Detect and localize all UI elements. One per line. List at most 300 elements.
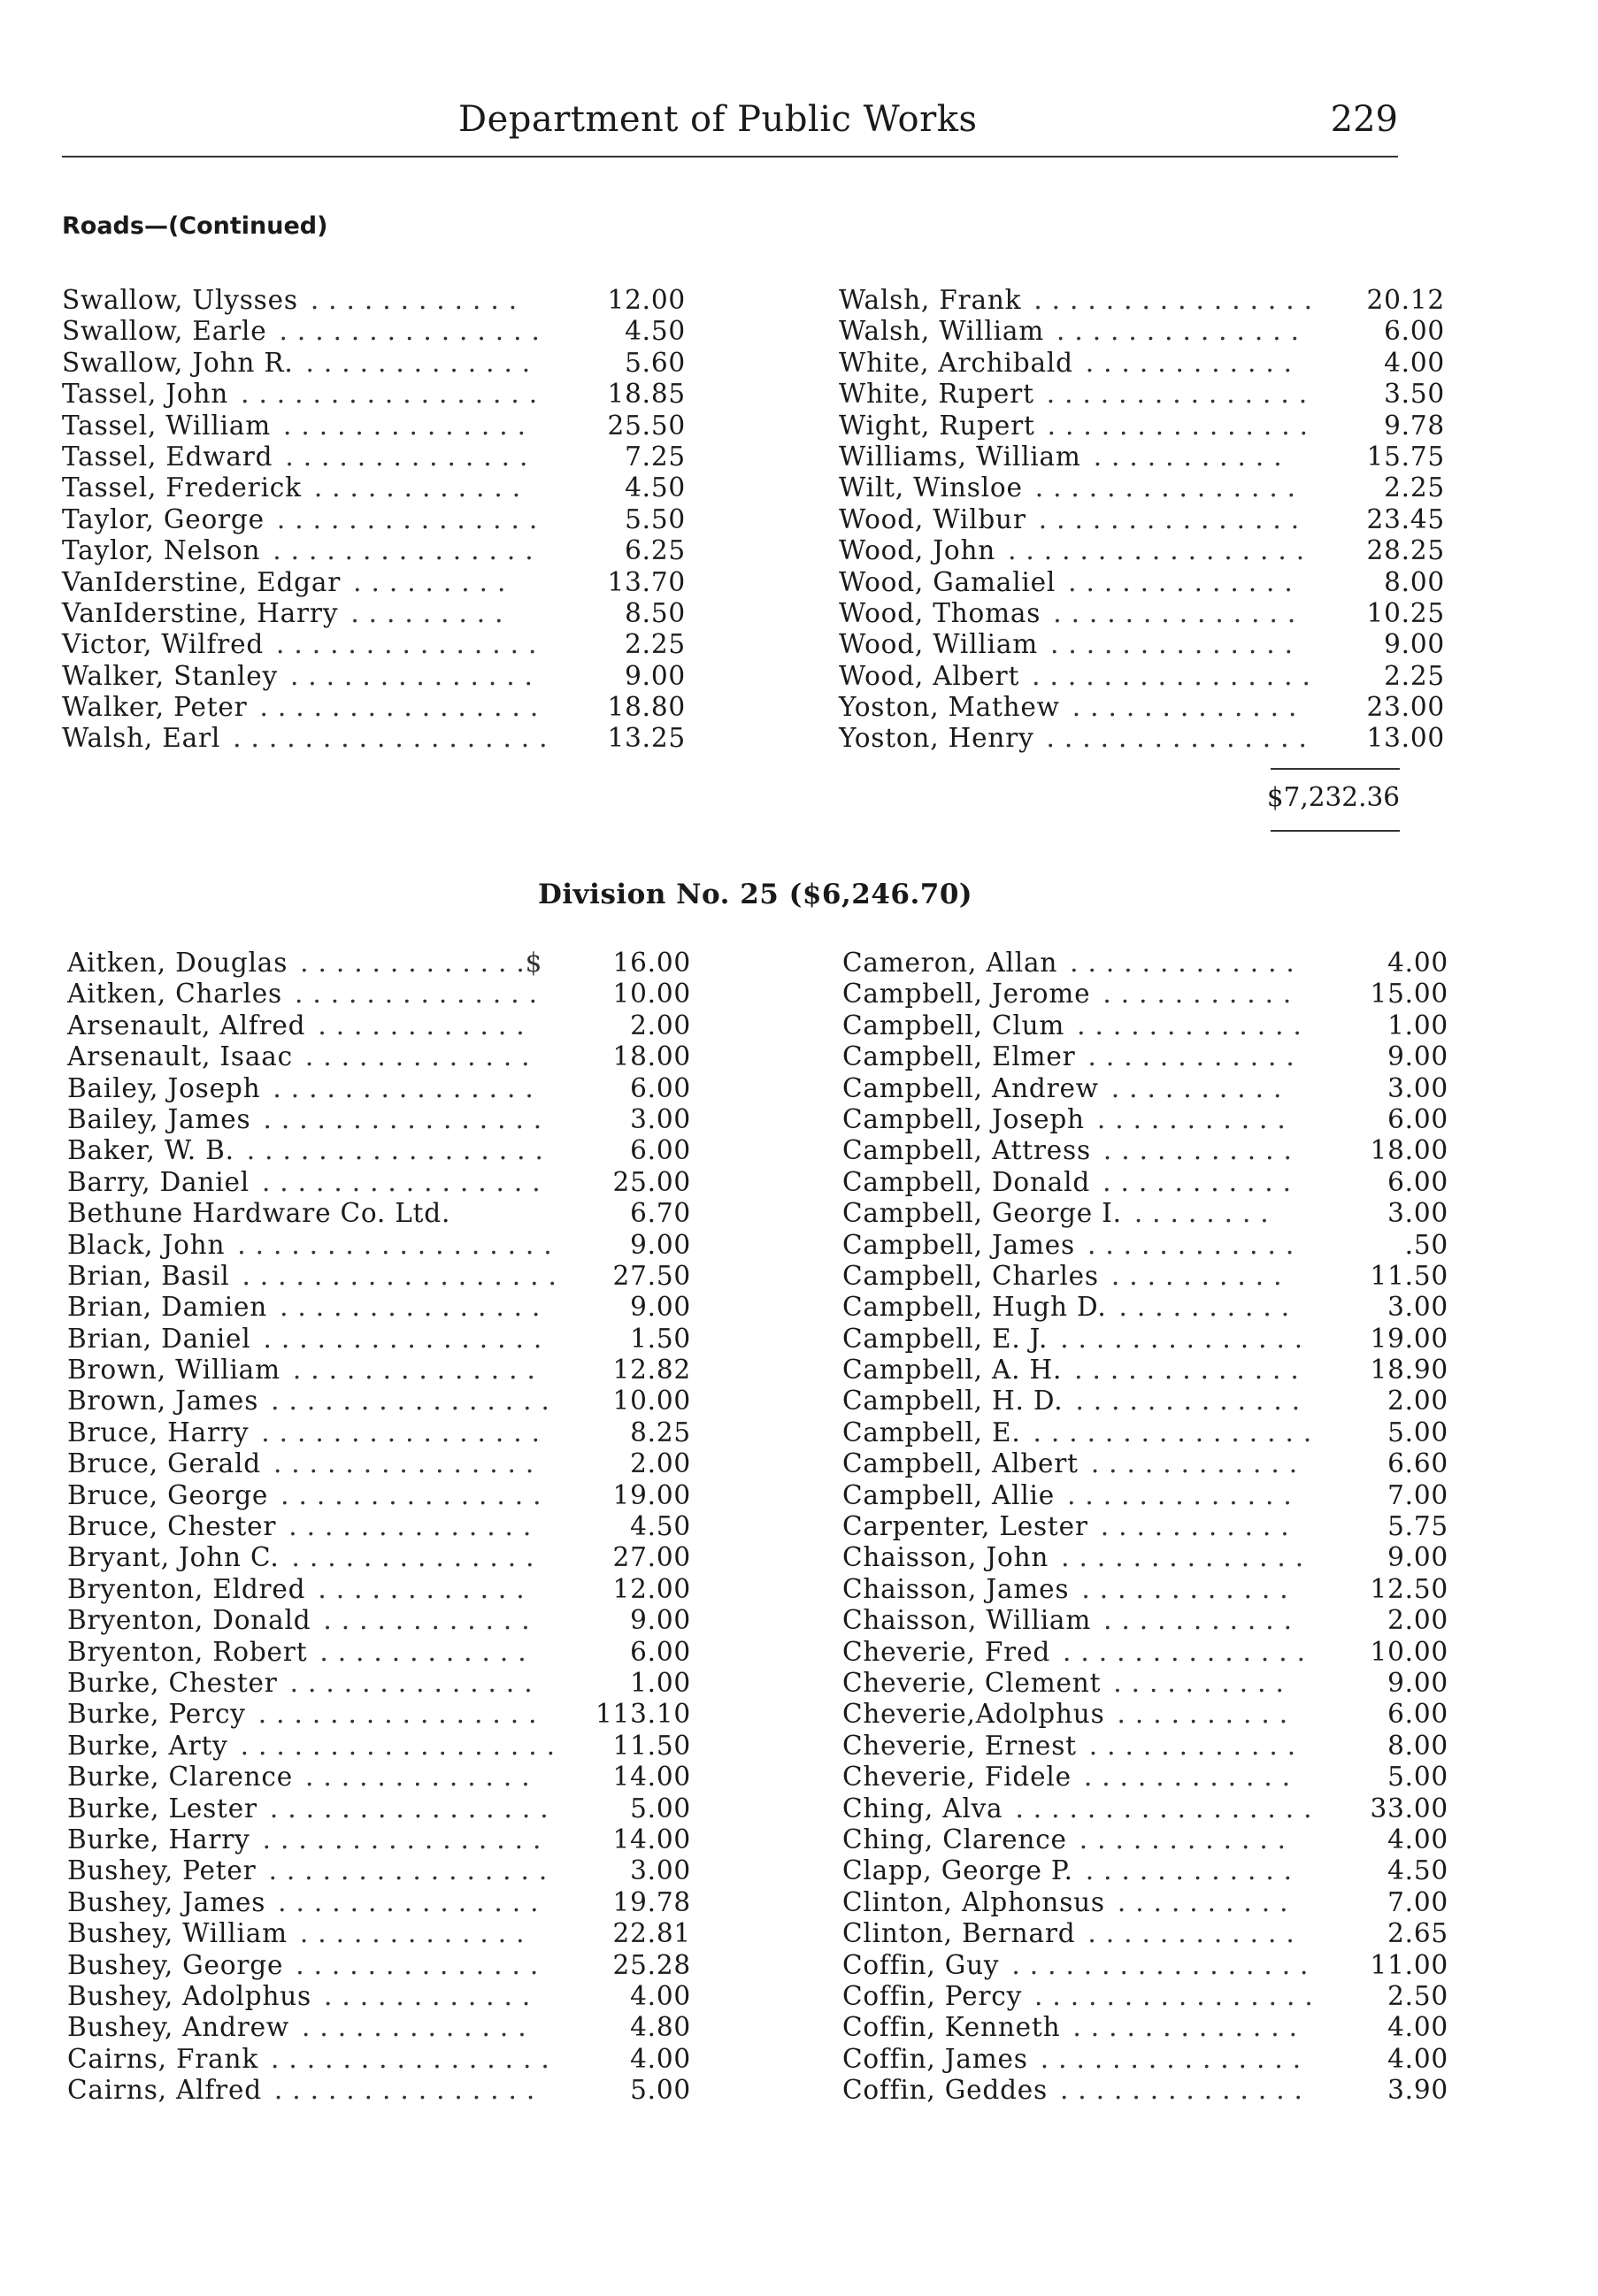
amount-value: 5.00 <box>1387 1762 1448 1793</box>
amount-value: 18.80 <box>607 692 686 723</box>
ledger-row <box>67 1417 691 1448</box>
amount-value: 16.00 <box>612 948 691 978</box>
amount-value: 8.25 <box>630 1417 691 1447</box>
ledger-row <box>67 1855 691 1886</box>
payee-name: Bushey, Andrew <box>67 2012 289 2043</box>
ledger-row <box>62 503 686 535</box>
payee-name: Tassel, John <box>62 379 229 410</box>
leader-dots: . . . . . . . . . . . . . <box>304 1041 531 1072</box>
amount-value: 2.25 <box>1384 660 1445 691</box>
amount-value: 3.00 <box>1387 1292 1448 1323</box>
payee-name: Burke, Lester <box>67 1793 257 1824</box>
amount-value: 18.00 <box>1370 1135 1448 1166</box>
payee-name: Bailey, James <box>67 1103 251 1134</box>
ledger-row <box>842 1699 1462 1730</box>
ledger-row <box>842 1104 1462 1135</box>
amount-value: .50 <box>1404 1229 1448 1260</box>
ledger-row <box>67 1135 691 1166</box>
amount-value: 9.00 <box>1387 1667 1448 1698</box>
amount-value: 5.50 <box>625 503 686 534</box>
amount-value: 6.00 <box>630 1135 691 1166</box>
payee-name: Tassel, Frederick <box>62 472 302 503</box>
leader-dots: . . . . . . . . . . . . . . . <box>276 629 538 660</box>
leader-dots: . . . . . . . . . . <box>1113 1667 1285 1698</box>
amount-value: 4.00 <box>1384 347 1445 378</box>
leader-dots: . . . . . . . . . . . . . . . . . . <box>237 1229 553 1260</box>
payee-name: Clinton, Bernard <box>842 1918 1076 1949</box>
ledger-row <box>67 1949 691 1981</box>
payee-name: Brian, Damien <box>67 1292 268 1323</box>
ledger-row <box>842 1135 1462 1166</box>
leader-dots: . . . . . . . . . . <box>1110 1072 1283 1103</box>
ledger-row <box>67 2043 691 2075</box>
leader-dots: . . . . . . . . . . . . . . . . . . <box>240 1730 556 1761</box>
ledger-row <box>842 1480 1462 1511</box>
amount-value: 19.78 <box>612 1886 691 1917</box>
ledger-row <box>62 597 686 629</box>
amount-value: 10.25 <box>1366 597 1445 628</box>
ledger-row <box>62 566 686 598</box>
payee-name: Black, John <box>67 1229 226 1260</box>
page-title: Department of Public Works <box>458 99 978 140</box>
amount-value: 2.00 <box>1387 1605 1448 1636</box>
leader-dots: . . . . . . . . . . . . . . . . <box>263 1103 542 1134</box>
payee-name: White, Rupert <box>839 379 1034 410</box>
payee-name: Campbell, Hugh D. <box>842 1292 1107 1323</box>
leader-dots: . . . . . . . . . . . . . . <box>289 660 534 691</box>
ledger-row <box>67 1699 691 1730</box>
leader-dots: . . . . . . . . . . <box>1117 1699 1288 1730</box>
ledger-row <box>62 347 686 379</box>
leader-dots: . . . . . . . . . . . . <box>1090 1448 1298 1479</box>
leader-dots: . . . . . . . . . . . . . . <box>1056 316 1300 347</box>
ledger-row <box>67 1260 691 1292</box>
ledger-row <box>842 1637 1462 1668</box>
leader-dots: . . . . . . . . . . . . <box>313 472 521 503</box>
ledger-row <box>67 1041 691 1072</box>
leader-dots: . . . . . . . . . . . . . . . . <box>262 1824 542 1854</box>
leader-dots: . . . . . . . . . . . . . . . . <box>271 2043 550 2074</box>
amount-value: 3.50 <box>1384 379 1445 410</box>
payee-name: Wood, Thomas <box>839 597 1041 628</box>
leader-dots: . . . . . . . . . . . . . . . <box>278 1886 540 1917</box>
amount-value: 25.00 <box>612 1166 691 1197</box>
amount-value: 12.82 <box>612 1355 691 1386</box>
amount-value: 11.50 <box>1370 1260 1448 1291</box>
payee-name: Arsenault, Alfred <box>67 1010 306 1040</box>
ledger-row <box>842 1542 1462 1573</box>
amount-value: 5.60 <box>625 347 686 378</box>
payee-name: Bruce, Gerald <box>67 1448 261 1479</box>
amount-value: 6.70 <box>630 1198 691 1229</box>
payee-name: Taylor, George <box>62 503 265 534</box>
ledger-row <box>842 1731 1462 1762</box>
payee-name: Clinton, Alphonsus <box>842 1886 1105 1917</box>
amount-value: 3.90 <box>1387 2075 1448 2106</box>
leader-dots: . . . . . . . . . . . . <box>1085 347 1293 378</box>
amount-value: 19.00 <box>612 1479 691 1510</box>
leader-dots: . . . . . . . . . . . . . . . . <box>261 1166 542 1197</box>
amount-value: 3.00 <box>630 1103 691 1134</box>
amount-value: 11.00 <box>1370 1949 1448 1980</box>
leader-dots: . . . . . . . . . . . . <box>1079 1824 1287 1854</box>
amount-value: 9.00 <box>630 1229 691 1260</box>
amount-value: 113.10 <box>595 1699 691 1730</box>
payee-name: Ching, Clarence <box>842 1824 1067 1854</box>
leader-dots: . . . . . . . . . . . . . . . . . . <box>242 1260 557 1291</box>
amount-value: 4.00 <box>630 1980 691 2011</box>
amount-value: 5.00 <box>630 1793 691 1824</box>
amount-value: 23.00 <box>1366 692 1445 723</box>
leader-dots: . . . . . . . . . . . . .$ <box>300 948 543 978</box>
amount-value: 6.60 <box>1387 1448 1448 1479</box>
amount-value: 10.00 <box>1370 1636 1448 1667</box>
amount-value: 13.70 <box>607 566 686 597</box>
total-rule-bottom <box>1271 830 1400 832</box>
leader-dots: . . . . . . . . . . . . . . <box>1049 629 1294 660</box>
leader-dots: . . . . . . . . . . . . . . . <box>280 1479 542 1510</box>
payee-name: Williams, William <box>839 441 1081 472</box>
leader-dots: . . . . . . . . . . . . <box>310 285 518 315</box>
amount-value: 25.28 <box>612 1949 691 1980</box>
amount-value: 3.00 <box>1387 1072 1448 1103</box>
amount-value: 6.00 <box>1387 1166 1448 1197</box>
leader-dots: . . . . . . . . . . . . . . . . . <box>1015 1793 1313 1824</box>
leader-dots: . . . . . . . . . . . . <box>1087 1918 1295 1949</box>
payee-name: Coffin, Kenneth <box>842 2012 1061 2043</box>
payee-name: Aitken, Charles <box>67 979 282 1010</box>
payee-name: Wood, Albert <box>839 660 1020 691</box>
leader-dots: . . . . . . . . . . . . . . <box>291 1542 535 1573</box>
page-number: 229 <box>1330 99 1398 140</box>
payee-name: Tassel, Edward <box>62 441 273 472</box>
ledger-row <box>67 1292 691 1323</box>
ledger-row <box>67 1166 691 1198</box>
payee-name: Bruce, Harry <box>67 1417 250 1447</box>
leader-dots: . . . . . . . . . . . <box>1100 1511 1290 1542</box>
ledger-row <box>67 1636 691 1668</box>
ledger-row <box>67 1793 691 1824</box>
amount-value: 14.00 <box>612 1824 691 1854</box>
ledger-row <box>842 1762 1462 1793</box>
payee-name: Campbell, Allie <box>842 1479 1056 1510</box>
leader-dots: . . . . . . . . . . . . <box>318 1010 526 1040</box>
leader-dots: . . . . . . . . . . . . . . <box>289 1667 534 1698</box>
leader-dots: . . . . . . . . . . . . . . . . . <box>246 1135 544 1166</box>
amount-value: 3.00 <box>1387 1198 1448 1229</box>
amount-value: 6.00 <box>1387 1103 1448 1134</box>
ledger-row <box>842 2075 1462 2106</box>
amount-value: 9.00 <box>625 660 686 691</box>
ledger-row <box>67 1103 691 1135</box>
payee-name: Burke, Clarence <box>67 1762 294 1793</box>
payee-name: Campbell, Attress <box>842 1135 1091 1166</box>
leader-dots: . . . . . . . . . . . . . <box>299 1918 526 1949</box>
leader-dots: . . . . . . . . . . . . . . <box>1060 1323 1303 1354</box>
section-heading: Roads—(Continued) <box>62 212 328 240</box>
amount-value: 3.00 <box>630 1855 691 1886</box>
leader-dots: . . . . . . . . . . . . . . . . <box>1033 1417 1312 1447</box>
amount-value: 19.00 <box>1370 1323 1448 1354</box>
payee-name: Bruce, Chester <box>67 1511 277 1542</box>
leader-dots: . . . . . . . . . . . . . . . . <box>257 1699 538 1730</box>
payee-name: Ching, Alva <box>842 1793 1003 1824</box>
payee-name: Cameron, Allan <box>842 948 1058 978</box>
leader-dots: . . . . . . . . . . . . . . <box>296 1949 540 1980</box>
amount-value: 9.00 <box>1387 1041 1448 1072</box>
amount-value: 15.75 <box>1366 441 1445 472</box>
ledger-row <box>842 1041 1462 1072</box>
ledger-row <box>842 1010 1462 1041</box>
leader-dots: . . . . . . . . . . . . . . <box>285 441 529 472</box>
amount-value: 12.50 <box>1370 1573 1448 1604</box>
leader-dots: . . . . . . . . . . . <box>1102 979 1293 1010</box>
payee-name: Campbell, Charles <box>842 1260 1099 1291</box>
amount-value: 7.25 <box>625 441 686 472</box>
ledger-row <box>62 692 686 723</box>
amount-value: 22.81 <box>612 1918 691 1949</box>
payee-name: Campbell, E. J. <box>842 1323 1049 1354</box>
amount-value: 6.00 <box>1384 316 1445 347</box>
roads-right-column <box>839 285 1458 755</box>
payee-name: Bushey, Adolphus <box>67 1980 311 2011</box>
amount-value: 4.00 <box>1387 2012 1448 2043</box>
amount-value: 2.00 <box>1387 1386 1448 1417</box>
amount-value: 6.00 <box>630 1072 691 1103</box>
amount-value: 27.00 <box>612 1542 691 1573</box>
amount-value: 12.00 <box>607 285 686 315</box>
payee-name: Wood, William <box>839 629 1038 660</box>
amount-value: 1.50 <box>630 1323 691 1354</box>
ledger-row <box>839 598 1458 629</box>
payee-name: Campbell, H. D. <box>842 1386 1064 1417</box>
ledger-row <box>842 1324 1462 1355</box>
ledger-row <box>839 348 1458 379</box>
amount-value: 9.00 <box>630 1292 691 1323</box>
leader-dots: . . . . . . . . . . . . . . . . <box>259 692 540 723</box>
payee-name: Campbell, James <box>842 1229 1075 1260</box>
ledger-row <box>842 1386 1462 1417</box>
leader-dots: . . . . . . . . . . . <box>1096 1103 1287 1134</box>
payee-name: Barry, Daniel <box>67 1166 250 1197</box>
payee-name: Arsenault, Isaac <box>67 1041 293 1072</box>
leader-dots: . . . . . . . . . . . . . . <box>1061 1542 1304 1573</box>
payee-name: Tassel, William <box>62 410 272 441</box>
payee-name: Wood, Wilbur <box>839 503 1026 534</box>
amount-value: 12.00 <box>612 1573 691 1604</box>
roads-left-column <box>62 285 686 755</box>
leader-dots: . . . . . . . . . . . . . . . . <box>263 1323 543 1354</box>
payee-name: Campbell, Albert <box>842 1448 1079 1479</box>
amount-value: 33.00 <box>1370 1793 1448 1824</box>
payee-name: Brown, James <box>67 1386 259 1417</box>
leader-dots: . . . . . . . . . . . . . <box>1070 948 1295 978</box>
leader-dots: . . . . . . . . . . . <box>1102 1166 1292 1197</box>
payee-name: Swallow, Earle <box>62 316 267 347</box>
amount-value: 2.25 <box>1384 472 1445 503</box>
payee-name: Cheverie, Fidele <box>842 1762 1072 1793</box>
leader-dots: . . . . . . . . . . <box>1110 1260 1283 1291</box>
ledger-row <box>839 567 1458 598</box>
payee-name: Bryenton, Donald <box>67 1605 311 1636</box>
amount-value: 5.75 <box>1387 1511 1448 1542</box>
leader-dots: . . . . . . . . . . . . <box>1087 1229 1295 1260</box>
payee-name: Cheverie, Clement <box>842 1667 1102 1698</box>
leader-dots: . . . . . . . . . . . . . <box>305 1762 531 1793</box>
leader-dots: . . . . . . . . . . . <box>1093 441 1283 472</box>
payee-name: Campbell, George I. <box>842 1198 1122 1229</box>
leader-dots: . . . . . . . . . . . . . . . <box>279 316 541 347</box>
leader-dots: . . . . . . . . . . . . . <box>301 2012 527 2043</box>
leader-dots: . . . . . . . . . . . . <box>323 1980 532 2011</box>
roads-total: $7,232.36 <box>1266 782 1400 812</box>
payee-name: Cheverie,Adolphus <box>842 1699 1105 1730</box>
payee-name: Wight, Rupert <box>839 410 1035 441</box>
payee-name: Bushey, George <box>67 1949 284 1980</box>
leader-dots: . . . . . . . . . . . . . . <box>292 1355 536 1386</box>
amount-value: 5.00 <box>1387 1417 1448 1447</box>
leader-dots: . . . . . . . . <box>1133 1198 1270 1229</box>
leader-dots: . . . . . . . . . . . <box>1102 1135 1293 1166</box>
ledger-row <box>839 535 1458 566</box>
amount-value: 10.00 <box>612 979 691 1010</box>
leader-dots: . . . . . . . . . . . <box>1103 1605 1293 1636</box>
payee-name: Bryenton, Robert <box>67 1636 308 1667</box>
payee-name: Chaisson, William <box>842 1605 1092 1636</box>
amount-value: 9.00 <box>630 1605 691 1636</box>
ledger-row <box>842 1230 1462 1261</box>
ledger-row <box>67 1010 691 1041</box>
ledger-row <box>842 948 1462 979</box>
amount-value: 9.00 <box>1384 629 1445 660</box>
ledger-row <box>842 1355 1462 1386</box>
payee-name: Walsh, William <box>839 316 1044 347</box>
payee-name: Cairns, Alfred <box>67 2075 262 2106</box>
leader-dots: . . . . . . . . . . . . . . . <box>1047 410 1309 441</box>
ledger-row <box>839 661 1458 692</box>
ledger-row <box>62 472 686 503</box>
ledger-row <box>67 1072 691 1104</box>
ledger-row <box>67 1762 691 1793</box>
ledger-row <box>842 1574 1462 1605</box>
ledger-row <box>839 504 1458 535</box>
leader-dots: . . . . . . . . . . . . . . . <box>276 503 539 534</box>
leader-dots: . . . . . . . . . . . . . . <box>1053 597 1297 628</box>
leader-dots: . . . . . . . . . . . . <box>1083 1762 1291 1793</box>
leader-dots: . . . . . . . . . . . . . <box>305 347 531 378</box>
ledger-row <box>842 1918 1462 1949</box>
payee-name: Yoston, Henry <box>839 723 1034 754</box>
payee-name: Walsh, Frank <box>839 285 1022 315</box>
leader-dots: . . . . . . . . . . . . . . . . . <box>1008 535 1305 566</box>
payee-name: Wood, Gamaliel <box>839 566 1056 597</box>
ledger-row <box>67 1886 691 1918</box>
leader-dots: . . . . . . . . . . . . . . . . <box>269 1793 549 1824</box>
ledger-row <box>842 1824 1462 1855</box>
leader-dots: . . . . . . . . . . . . . . <box>288 1511 533 1542</box>
amount-value: 20.12 <box>1366 285 1445 315</box>
amount-value: 4.00 <box>1387 948 1448 978</box>
ledger-row <box>62 629 686 660</box>
amount-value: 6.00 <box>1387 1699 1448 1730</box>
amount-value: 4.50 <box>625 472 686 503</box>
ledger-row <box>67 1573 691 1605</box>
leader-dots: . . . . . . . . . . . . . <box>1072 692 1298 723</box>
payee-name: Cheverie, Fred <box>842 1636 1051 1667</box>
ledger-row <box>842 1605 1462 1636</box>
ledger-row <box>839 442 1458 472</box>
payee-name: Swallow, John R. <box>62 347 294 378</box>
leader-dots: . . . . . . . . . . . . . . . <box>280 1292 542 1323</box>
ledger-row <box>842 2044 1462 2075</box>
ledger-row <box>839 285 1458 316</box>
ledger-row <box>67 1511 691 1542</box>
payee-name: Coffin, Guy <box>842 1949 1000 1980</box>
payee-name: Carpenter, Lester <box>842 1511 1088 1542</box>
leader-dots: . . . . . . . . . . . . . . . <box>1046 723 1308 754</box>
payee-name: Aitken, Douglas <box>67 948 288 978</box>
payee-name: Bryenton, Eldred <box>67 1573 306 1604</box>
ledger-row <box>842 1511 1462 1542</box>
ledger-row <box>839 472 1458 503</box>
ledger-row <box>842 1198 1462 1229</box>
ledger-row <box>62 535 686 566</box>
payee-name: Brown, William <box>67 1355 280 1386</box>
amount-value: 4.50 <box>625 316 686 347</box>
leader-dots: . . . . . . . . . . . . . . . <box>1038 503 1300 534</box>
amount-value: 4.00 <box>630 2043 691 2074</box>
ledger-row <box>842 1448 1462 1479</box>
amount-value: 2.65 <box>1387 1918 1448 1949</box>
leader-dots: . . . . . . . . . . . . . . . . <box>271 1386 550 1417</box>
leader-dots: . . . . . . . . . . . . . . . <box>273 1072 534 1103</box>
leader-dots: . . . . . . . . . <box>350 597 504 628</box>
ledger-row <box>67 2075 691 2106</box>
amount-value: 7.00 <box>1387 1479 1448 1510</box>
payee-name: Campbell, A. H. <box>842 1355 1063 1386</box>
division-left-column <box>67 948 691 2106</box>
ledger-row <box>67 1386 691 1417</box>
leader-dots: . . . . . . . . . . . . <box>318 1573 526 1604</box>
ledger-row <box>62 441 686 472</box>
ledger-row <box>62 410 686 442</box>
payee-name: Campbell, Donald <box>842 1166 1091 1197</box>
payee-name: Cairns, Frank <box>67 2043 259 2074</box>
amount-value: 6.25 <box>625 535 686 566</box>
amount-value: 4.80 <box>630 2012 691 2043</box>
ledger-row <box>67 1667 691 1699</box>
payee-name: Wood, John <box>839 535 996 566</box>
amount-value: 8.00 <box>1387 1730 1448 1761</box>
amount-value: 10.00 <box>612 1386 691 1417</box>
leader-dots: . . . . . . . . . . . . . . . . <box>1032 660 1311 691</box>
ledger-row <box>842 1167 1462 1198</box>
payee-name: Yoston, Mathew <box>839 692 1060 723</box>
amount-value: 2.25 <box>625 629 686 660</box>
leader-dots: . . . . . . . . . . . . . . . <box>1046 379 1308 410</box>
amount-value: 23.45 <box>1366 503 1445 534</box>
leader-dots: . . . . . . . . . . . . . <box>1067 1479 1293 1510</box>
leader-dots: . . . . . . . . . . . . <box>1087 1041 1295 1072</box>
leader-dots: . . . . . . . . . . . . . . . <box>273 1448 535 1479</box>
payee-name: Brian, Daniel <box>67 1323 251 1354</box>
leader-dots: . . . . . . . . . . . . . . . . <box>261 1417 541 1447</box>
leader-dots: . . . . . . . . . . . . . . <box>1059 2075 1303 2106</box>
amount-value: 4.00 <box>1387 1824 1448 1854</box>
amount-value: 25.50 <box>607 410 686 441</box>
ledger-row <box>67 1229 691 1261</box>
payee-name: Brian, Basil <box>67 1260 230 1291</box>
